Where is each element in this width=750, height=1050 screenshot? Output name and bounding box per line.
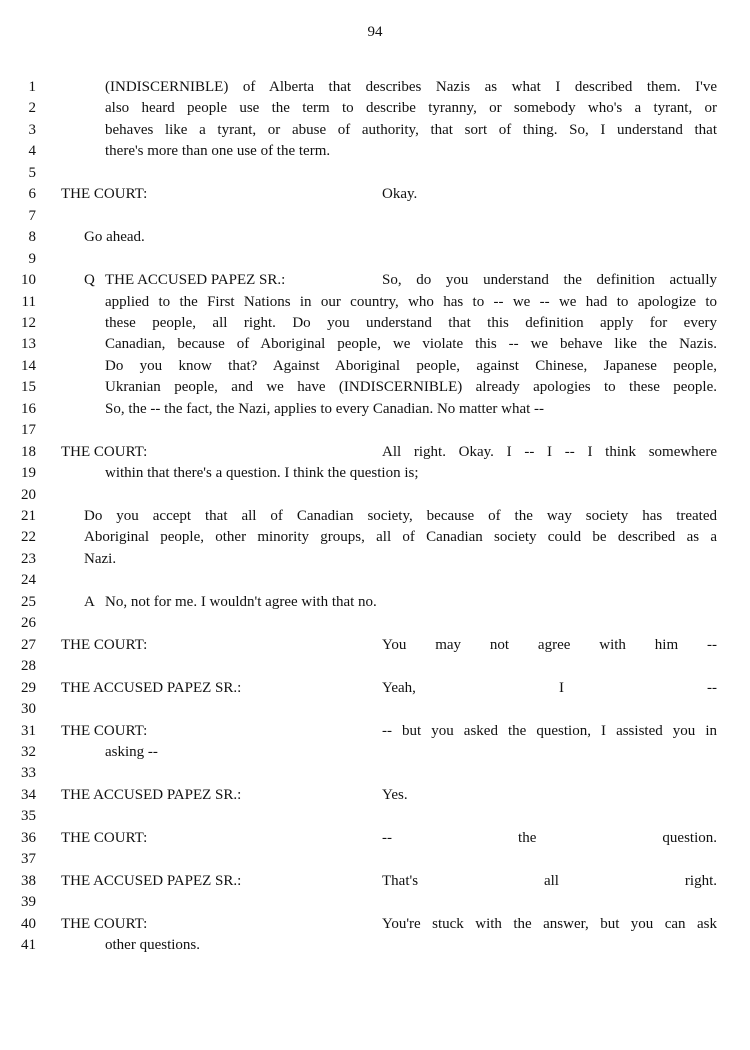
speech-text: Yeah, I -- (382, 679, 717, 696)
speaker-label: THE ACCUSED PAPEZ SR.: (61, 872, 242, 889)
speech-text: You're stuck with the answer, but you can ask (382, 915, 717, 932)
line-number: 25 (21, 593, 36, 610)
line-number: 23 (21, 550, 36, 567)
transcript-line (0, 678, 750, 699)
line-number: 1 (28, 79, 36, 95)
line-number: 20 (21, 486, 36, 503)
speaker-label: THE COURT: (61, 186, 148, 203)
answer-text: No, not for me. I wouldn't agree with that no. (105, 593, 377, 610)
line-number: 3 (28, 121, 36, 138)
speech-text: -- but you asked the question, I assisted you in (382, 722, 717, 739)
line-text: (INDISCERNIBLE) of Alberta that describes Nazis as what I described them. I've (105, 79, 717, 95)
speech-text: That's all right. (382, 872, 717, 889)
line-number: 28 (21, 658, 36, 675)
transcript-line (0, 656, 750, 677)
line-number: 38 (21, 872, 36, 889)
line-number: 22 (21, 529, 36, 546)
line-text: Go ahead. (84, 229, 145, 246)
line-number: 13 (21, 336, 36, 353)
speaker-label: THE COURT: (61, 636, 148, 653)
line-text: Ukranian people, and we have (INDISCERNIBLE) already apologies to these people. (105, 379, 717, 396)
transcript-line (0, 399, 750, 420)
line-text: asking -- (105, 743, 158, 760)
line-text: within that there's a question. I think the question is; (105, 465, 419, 482)
line-number: 14 (21, 357, 36, 374)
line-number: 35 (21, 808, 36, 825)
speech-text: So, do you understand the definition actually (382, 272, 717, 289)
line-number: 31 (21, 722, 36, 739)
line-number: 7 (28, 207, 36, 224)
transcript-line (0, 463, 750, 484)
speaker-label: THE COURT: (61, 829, 148, 846)
transcript-line (0, 613, 750, 634)
line-number: 15 (21, 379, 36, 396)
speech-text: You may not agree with him -- (382, 636, 717, 653)
transcript-line (0, 77, 750, 98)
transcript-line (0, 270, 750, 291)
line-number: 8 (28, 229, 36, 246)
line-number: 11 (21, 293, 36, 310)
line-number: 39 (21, 894, 36, 911)
line-number: 12 (21, 314, 36, 331)
transcript-line (0, 570, 750, 591)
transcript-line (0, 914, 750, 935)
transcript-line (0, 313, 750, 334)
line-text: behaves like a tyrant, or abuse of authority, that sort of thing. So, I understand that (105, 121, 717, 138)
transcript-line (0, 871, 750, 892)
line-number: 17 (21, 422, 36, 439)
speaker-label: THE ACCUSED PAPEZ SR.: (61, 679, 242, 696)
transcript-line (0, 763, 750, 784)
line-number: 37 (21, 851, 36, 868)
transcript-line (0, 98, 750, 119)
speaker-label: THE COURT: (61, 443, 148, 460)
line-text: Canadian, because of Aboriginal people, we violate this -- we behave like the Nazis. (105, 336, 717, 353)
transcript-line (0, 635, 750, 656)
transcript-line (0, 334, 750, 355)
line-number: 4 (28, 143, 36, 160)
line-number: 10 (21, 272, 36, 289)
line-text: Do you accept that all of Canadian society, because of the way society has treated (84, 508, 717, 524)
transcript-line (0, 828, 750, 849)
transcript-line (0, 506, 750, 527)
line-text: applied to the First Nations in our country, who has to -- we -- we had to apologize to (105, 293, 717, 310)
transcript-line (0, 227, 750, 248)
transcript-line (0, 742, 750, 763)
line-number: 27 (21, 636, 36, 653)
line-text: other questions. (105, 937, 200, 953)
transcript-line (0, 485, 750, 506)
line-number: 29 (21, 679, 36, 696)
transcript-line (0, 377, 750, 398)
line-number: 6 (28, 186, 36, 203)
transcript-line (0, 849, 750, 870)
line-number: 36 (21, 829, 36, 846)
transcript-line (0, 721, 750, 742)
line-text: Nazi. (84, 550, 117, 567)
line-number: 30 (21, 701, 36, 718)
transcript-line (0, 420, 750, 441)
transcript-line (0, 806, 750, 827)
line-text: Do you know that? Against Aboriginal people, against Chinese, Japanese people, (105, 357, 717, 374)
transcript-line (0, 892, 750, 913)
page-number: 94 (367, 24, 383, 40)
transcript-line (0, 356, 750, 377)
line-number: 5 (28, 164, 36, 181)
line-number: 21 (21, 508, 36, 524)
line-text: Aboriginal people, other minority groups, all of Canadian society could be described as a (84, 529, 717, 546)
line-number: 41 (21, 937, 36, 953)
transcript-line (0, 785, 750, 806)
transcript-line (0, 292, 750, 313)
line-number: 40 (21, 915, 36, 932)
transcript-line (0, 206, 750, 227)
transcript-line (0, 163, 750, 184)
speech-text: All right. Okay. I -- I -- I think somewhere (382, 443, 717, 460)
line-number: 33 (21, 765, 36, 782)
transcript-line (0, 935, 750, 956)
line-number: 19 (21, 465, 36, 482)
line-text: So, the -- the fact, the Nazi, applies to every Canadian. No matter what -- (105, 400, 545, 417)
transcript-line (0, 592, 750, 613)
line-number: 32 (21, 743, 36, 760)
speech-text: -- the question. (382, 829, 717, 846)
line-number: 24 (21, 572, 36, 589)
line-number: 9 (28, 250, 36, 267)
line-text: these people, all right. Do you understand that this definition apply for every (105, 314, 717, 331)
speech-text: Yes. (382, 786, 408, 803)
speaker-label: THE COURT: (61, 722, 148, 739)
speaker-label: THE ACCUSED PAPEZ SR.: (105, 272, 286, 289)
transcript-line (0, 141, 750, 162)
line-number: 2 (28, 100, 36, 117)
line-number: 18 (21, 443, 36, 460)
transcript-line (0, 249, 750, 270)
transcript-line (0, 527, 750, 548)
speech-text: Okay. (382, 186, 418, 203)
line-number: 26 (21, 615, 36, 632)
speaker-label: THE ACCUSED PAPEZ SR.: (61, 786, 242, 803)
transcript-line (0, 699, 750, 720)
line-number: 16 (21, 400, 36, 417)
speaker-label: THE COURT: (61, 915, 148, 932)
line-number: 34 (21, 786, 36, 803)
line-text: also heard people use the term to describe tyranny, or somebody who's a tyrant, or (105, 100, 717, 117)
qa-marker: A (84, 593, 95, 610)
transcript-line (0, 442, 750, 463)
transcript-line (0, 120, 750, 141)
line-text: there's more than one use of the term. (105, 143, 331, 160)
transcript-line (0, 184, 750, 205)
transcript-line (0, 549, 750, 570)
qa-marker: Q (84, 272, 95, 289)
